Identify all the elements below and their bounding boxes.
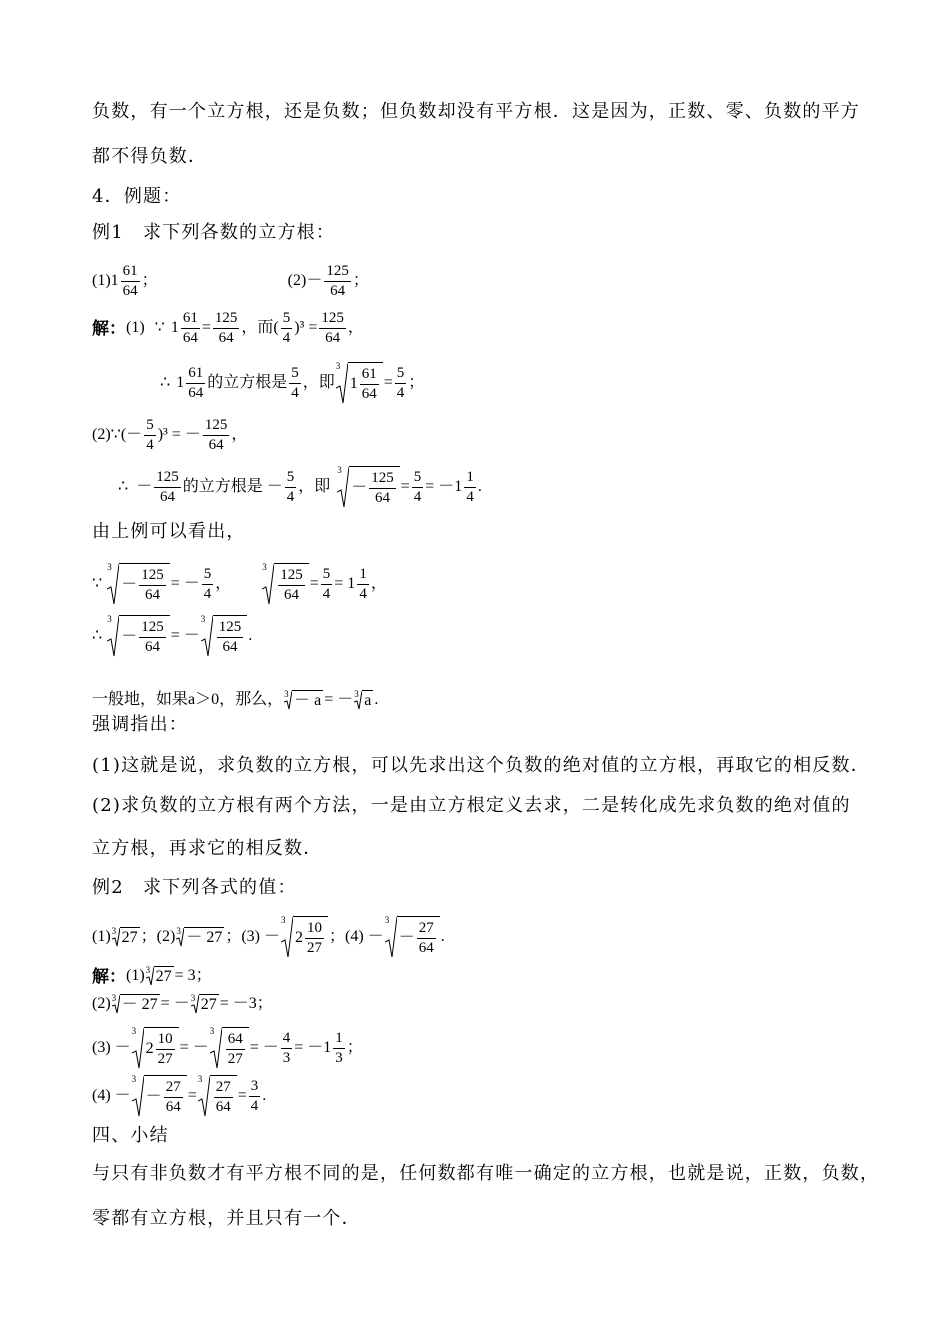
paragraph-line: 由上例可以看出， xyxy=(92,521,246,542)
solution-line xyxy=(160,362,424,404)
step-label: (2)∵ xyxy=(92,426,121,443)
cube-root: 3 2 $\frac{10}{27}$ xyxy=(281,916,328,958)
paragraph-line: (2)求负数的立方根有两个方法，一是由立方根定义去求，二是转化成先求负数的绝对值的 xyxy=(92,795,851,816)
text: (－ xyxy=(120,426,143,443)
text: = －1 xyxy=(294,1039,332,1056)
text: 的立方根是 － xyxy=(182,478,283,495)
punct: . xyxy=(248,627,253,644)
cube-root: 3 2 $\frac{10}{27}$ xyxy=(132,1027,179,1069)
step-label: (2) xyxy=(92,995,111,1012)
example-title: 例1 求下列各数的立方根： xyxy=(92,222,336,243)
general-rule xyxy=(92,690,378,710)
fraction: $\frac{1}{3}$ xyxy=(335,1030,343,1066)
text: = － xyxy=(170,627,200,644)
paragraph-line: 立方根，再求它的相反数． xyxy=(92,838,323,859)
cube-root: 3 a xyxy=(354,689,372,709)
section-heading: 4．例题： xyxy=(92,186,182,207)
fraction: $\frac{1}{4}$ xyxy=(466,469,474,505)
example1-items xyxy=(92,263,369,299)
text: = －3； xyxy=(219,995,273,1012)
cube-root: 3 － a xyxy=(284,689,322,709)
cube-root: 3 － $\frac{27}{64}$ xyxy=(385,916,440,958)
therefore-symbol: ∴ xyxy=(160,374,171,391)
solution-line xyxy=(92,966,212,986)
example-title: 例2 求下列各式的值： xyxy=(92,877,297,898)
cube-root: 3 － $\frac{27}{64}$ xyxy=(132,1075,187,1117)
solution-line xyxy=(92,417,247,453)
sign: － xyxy=(306,272,323,289)
text: = － xyxy=(179,1039,209,1056)
text: = － xyxy=(249,1039,279,1056)
cube-root: 3 － $\frac{125}{64}$ xyxy=(107,563,170,605)
fraction: $\frac{125}{64}$ xyxy=(214,310,238,346)
cube-root: 3 27 xyxy=(190,993,217,1013)
fraction: $\frac{5}{4}$ xyxy=(146,417,154,453)
text: ，即 xyxy=(302,374,335,391)
text: = － xyxy=(170,575,200,592)
fraction: $\frac{5}{4}$ xyxy=(282,310,291,346)
paragraph-line: 强调指出： xyxy=(92,714,188,735)
fraction: $\frac{3}{4}$ xyxy=(250,1078,259,1114)
section-heading: 四、小结 xyxy=(92,1125,169,1146)
fraction: $\frac{5}{4}$ xyxy=(291,365,299,401)
equals: = xyxy=(201,319,211,336)
solution-line xyxy=(92,310,364,346)
cube-root: 3 $\frac{64}{27}$ xyxy=(210,1027,249,1069)
equals: = xyxy=(237,1087,247,1104)
cube-root: 3 $\frac{125}{64}$ xyxy=(262,563,309,605)
cube-root: 3 27 xyxy=(111,926,138,946)
solution-line xyxy=(92,994,273,1014)
fraction: $\frac{4}{3}$ xyxy=(282,1030,291,1066)
cube-root: 3 1 $\frac{61}{64}$ xyxy=(336,362,383,404)
solution-line xyxy=(92,1027,363,1069)
text: = 1 xyxy=(334,575,356,592)
item-label: (1) xyxy=(92,272,111,289)
fraction: $\frac{5}{4}$ xyxy=(396,365,405,401)
punct: . xyxy=(477,478,482,495)
math-line xyxy=(92,563,387,605)
paragraph-line: 与只有非负数才有平方根不同的是，任何数都有唯一确定的立方根，也就是说，正数，负数， xyxy=(92,1163,880,1184)
text: ，即 xyxy=(298,478,331,495)
equals: = xyxy=(187,1087,197,1104)
cube-root: 3 － $\frac{125}{64}$ xyxy=(337,466,400,508)
sign: － xyxy=(136,478,153,495)
fraction: $\frac{5}{4}$ xyxy=(413,469,422,505)
solution-line xyxy=(118,466,482,508)
paragraph-line: 零都有立方根，并且只有一个． xyxy=(92,1208,361,1229)
item-label: (2) xyxy=(287,272,307,289)
fraction: $\frac{61}{64}$ xyxy=(182,310,198,346)
equals: = xyxy=(309,575,319,592)
solution-label: 解： xyxy=(92,966,126,986)
cube-root: 3 － 27 xyxy=(176,926,223,946)
punct: . xyxy=(262,1087,267,1104)
text: )³ = xyxy=(294,319,318,336)
equals: = xyxy=(400,478,410,495)
punct: ； xyxy=(141,272,158,289)
paragraph-line: 都不得负数． xyxy=(92,146,208,167)
cube-root: 3 － 27 xyxy=(111,993,158,1013)
fraction: $\frac{61}{64}$ xyxy=(122,263,138,299)
solution-line xyxy=(92,1075,266,1117)
text: ；(3) － xyxy=(225,928,281,945)
punct: . xyxy=(440,928,445,945)
paragraph-line: 负数，有一个立方根，还是负数；但负数却没有平方根．这是因为，正数、零、负数的平方 xyxy=(92,101,860,122)
fraction: $\frac{125}{64}$ xyxy=(326,263,349,299)
punct: ； xyxy=(346,1039,363,1056)
punct: ； xyxy=(352,272,369,289)
text: ，而( xyxy=(241,319,279,336)
punct: ， xyxy=(347,319,364,336)
fraction: $\frac{1}{4}$ xyxy=(359,566,367,602)
fraction: $\frac{5}{4}$ xyxy=(322,566,331,602)
paragraph-line: (1)这就是说，求负数的立方根，可以先求出这个负数的绝对值的立方根，再取它的相反数． xyxy=(92,755,870,776)
whole-part: 1 xyxy=(176,374,185,391)
fraction: $\frac{125}{64}$ xyxy=(204,417,228,453)
math-line xyxy=(92,615,252,657)
step-label: (4) － xyxy=(92,1087,131,1104)
text: = 3； xyxy=(174,967,212,984)
because-symbol: ∵ xyxy=(154,319,165,336)
therefore-symbol: ∴ xyxy=(118,478,129,495)
therefore-symbol: ∴ xyxy=(92,627,103,644)
solution-label: 解： xyxy=(92,318,126,338)
fraction: $\frac{125}{64}$ xyxy=(156,469,179,505)
whole-part: 1 xyxy=(110,272,119,289)
text: ；(4) － xyxy=(329,928,384,945)
text: )³ = － xyxy=(157,426,201,443)
fraction: $\frac{5}{4}$ xyxy=(203,566,212,602)
example2-items xyxy=(92,916,445,958)
step-label: (1) xyxy=(126,967,145,984)
cube-root: 3 － $\frac{125}{64}$ xyxy=(107,615,170,657)
text: 的立方根是 xyxy=(207,374,288,391)
whole-part: 1 xyxy=(170,319,179,336)
text: = － xyxy=(160,995,190,1012)
item-label: (1) xyxy=(92,928,111,945)
fraction: $\frac{5}{4}$ xyxy=(286,469,295,505)
punct: . xyxy=(374,691,379,708)
cube-root: 3 $\frac{27}{64}$ xyxy=(198,1075,237,1117)
step-label: (3) － xyxy=(92,1039,131,1056)
punct: ， xyxy=(215,575,232,592)
equals: = xyxy=(383,374,393,391)
punct: ， xyxy=(231,426,248,443)
because-symbol: ∵ xyxy=(92,575,103,592)
cube-root: 3 $\frac{125}{64}$ xyxy=(201,615,248,657)
punct: ， xyxy=(370,575,387,592)
text: = － xyxy=(324,691,354,708)
fraction: $\frac{125}{64}$ xyxy=(321,310,344,346)
punct: ； xyxy=(408,374,425,391)
step-label: (1) xyxy=(126,319,145,336)
cube-root: 3 27 xyxy=(145,965,172,985)
text: = －1 xyxy=(425,478,463,495)
text: ；(2) xyxy=(140,928,176,945)
text: 一般地，如果a＞0，那么， xyxy=(92,691,284,708)
fraction: $\frac{61}{64}$ xyxy=(188,365,204,401)
